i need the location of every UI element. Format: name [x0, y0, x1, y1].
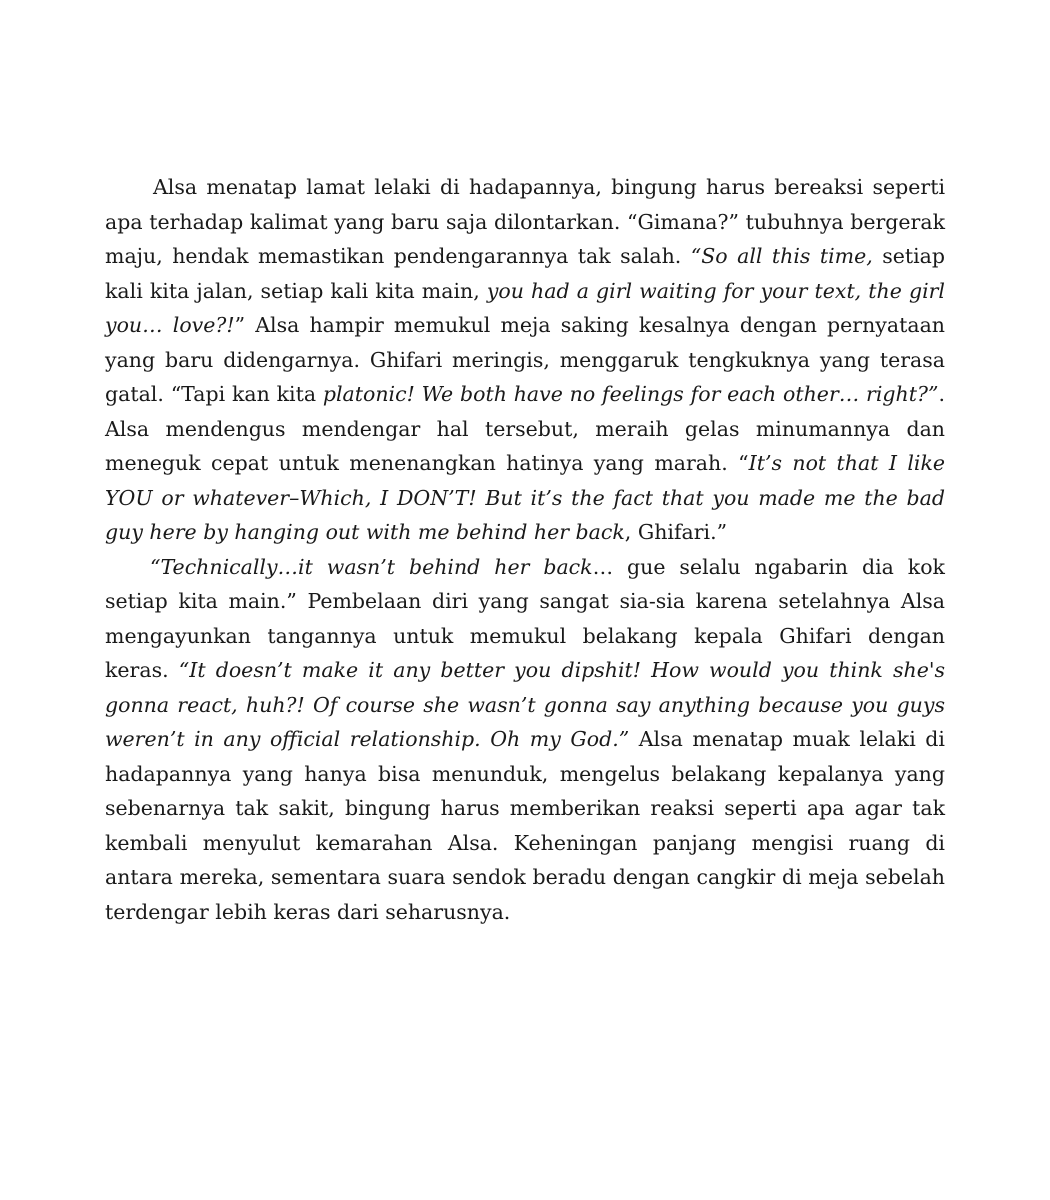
text-run-italic: “So all this time,	[690, 244, 873, 268]
text-run-italic: you had a girl waiting for your text, the girl you… love?!	[105, 278, 945, 337]
text-run-italic: It’s not that I like YOU or whatever–Which, I DON’T! But it’s the fact that you made me the bad guy here by hanging out with me behind her back	[105, 451, 945, 544]
text-run: setiap kali kita jalan, setiap kali kita main,	[105, 244, 945, 303]
text-run: … gue selalu ngabarin dia kok setiap kita main.” Pembelaan diri yang sangat sia-sia karena setelahnya Alsa mengayunkan tangannya untuk memukul belakang kepala Ghifari dengan keras.	[105, 554, 945, 682]
text-run-italic: “It doesn’t make it any better you dipshit! How would you think she's gonna react, huh?! Of course she wasn’t gonna say anything because you guys weren’t in any official relationship. Oh my God.”	[105, 658, 945, 751]
body-text	[105, 170, 945, 929]
text-run: . Alsa mendengus mendengar hal tersebut, meraih gelas minumannya dan meneguk cepat untuk menenangkan hatinya yang marah. “	[105, 382, 945, 475]
text-run: , Ghifari.”	[624, 520, 728, 544]
text-run: Alsa menatap lamat lelaki di hadapannya, bingung harus bereaksi seperti apa terhadap kalimat yang baru saja dilontarkan. “Gimana?” tubuhnya bergerak maju, hendak memastikan pendengarannya tak salah.	[105, 175, 945, 268]
paragraph-2	[105, 550, 945, 930]
text-run-italic: platonic! We both have no feelings for each other… right?”	[322, 382, 939, 406]
text-run: ” Alsa hampir memukul meja saking kesalnya dengan pernyataan yang baru didengarnya. Ghifari meringis, menggaruk tengkuknya yang terasa gatal. “Tapi kan kita	[105, 313, 945, 406]
paragraph-1	[105, 170, 945, 550]
text-run-italic: “Technically…it wasn’t behind her back	[150, 554, 593, 579]
text-run: Alsa menatap muak lelaki di hadapannya yang hanya bisa menunduk, mengelus belakang kepalanya yang sebenarnya tak sakit, bingung harus memberikan reaksi seperti apa agar tak kembali menyulut kemarahan Alsa. Keheningan panjang mengisi ruang di antara mereka, sementara suara sendok beradu dengan cangkir di meja sebelah terdengar lebih keras dari seharusnya.	[105, 727, 945, 924]
